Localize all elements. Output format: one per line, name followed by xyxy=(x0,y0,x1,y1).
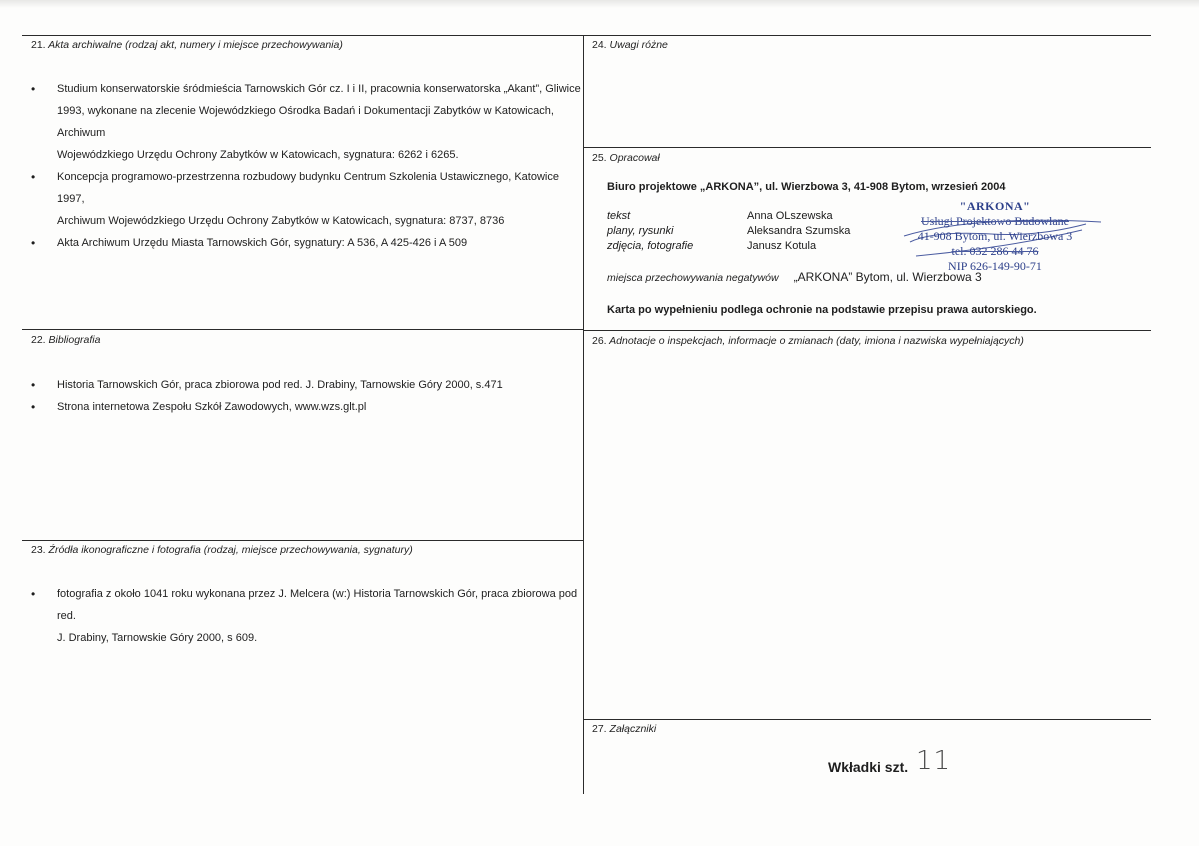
negatives-value: „ARKONA” Bytom, ul. Wierzbowa 3 xyxy=(793,270,982,284)
section-25-label xyxy=(592,152,660,164)
company-stamp xyxy=(900,199,1090,274)
section-24-number: 24. xyxy=(592,39,607,51)
section-23-label xyxy=(31,544,413,556)
design-office: Biuro projektowe „ARKONA”, ul. Wierzbowa 3, 41-908 Bytom, wrzesień 2004 xyxy=(607,181,1006,193)
top-rule xyxy=(22,35,1151,36)
section-22-number: 22. xyxy=(31,334,46,346)
inserts-label: Wkładki szt. xyxy=(828,759,909,775)
credits-list xyxy=(607,209,850,254)
credit-name: Janusz Kotula xyxy=(747,240,817,252)
rule-right-25-26 xyxy=(584,330,1151,331)
negatives-label: miejsca przechowywania negatywów xyxy=(607,272,779,284)
credit-row xyxy=(607,209,850,224)
scan-top-edge xyxy=(0,0,1199,8)
section-25-number: 25. xyxy=(592,152,607,164)
rule-left-21-22 xyxy=(22,329,584,330)
section-21-list xyxy=(30,78,582,254)
rule-right-24-25 xyxy=(584,147,1151,148)
credit-name: Aleksandra Szumska xyxy=(747,225,851,237)
section-23-list xyxy=(30,583,582,649)
list-item: • Historia Tarnowskich Gór, praca zbiorowa pod red. J. Drabiny, Tarnowskie Góry 2000, s.471 xyxy=(30,374,582,396)
credit-row xyxy=(607,239,850,254)
stamp-line: tel. 032 286 44 76 xyxy=(951,244,1039,258)
list-item: • fotografia z około 1041 roku wykonana przez J. Melcera (w:) Historia Tarnowskich Gór, praca zbiorowa pod red. J. Drabiny, Tarnowskie Góry 2000, s 609. xyxy=(30,583,582,649)
section-25-title: Opracował xyxy=(609,152,660,164)
stamp-company-name: "ARKONA" xyxy=(959,199,1031,213)
section-22-label xyxy=(31,334,100,346)
center-divider xyxy=(583,35,584,794)
section-22-title: Bibliografia xyxy=(48,334,101,346)
rule-right-26-27 xyxy=(584,719,1151,720)
section-26-title: Adnotacje o inspekcjach, informacje o zmianach (daty, imiona i nazwiska wypełniających) xyxy=(609,335,1024,347)
section-27-title: Załączniki xyxy=(609,723,657,735)
list-item: • Studium konserwatorskie śródmieścia Tarnowskich Gór cz. I i II, pracownia konserwatorska „Akant”, Gliwice 1993, wykonane na zlecenie Wojewódzkiego Ośrodka Badań i Dokumentacji Zabytków w Katowicach, Archiwum Wojewódzkiego Urzędu Ochrony Zabytków w Katowicach, sygnatura: 6262 i 6265. xyxy=(30,78,582,166)
stamp-line: 41-908 Bytom, ul. Wierzbowa 3 xyxy=(917,229,1073,243)
section-27-label xyxy=(592,723,656,735)
section-21-title: Akta archiwalne (rodzaj akt, numery i miejsce przechowywania) xyxy=(48,39,343,51)
credit-role: zdjęcia, fotografie xyxy=(607,240,694,252)
credit-row xyxy=(607,224,850,239)
section-23-title: Źródła ikonograficzne i fotografia (rodzaj, miejsce przechowywania, sygnatury) xyxy=(48,544,413,556)
section-26-number: 26. xyxy=(592,335,607,347)
section-27-number: 27. xyxy=(592,723,607,735)
section-21-number: 21. xyxy=(31,39,46,51)
section-21-label xyxy=(31,39,343,51)
copyright-note: Karta po wypełnieniu podlega ochronie na podstawie przepisu prawa autorskiego. xyxy=(607,304,1037,316)
rule-left-22-23 xyxy=(22,540,584,541)
section-22-list xyxy=(30,374,582,418)
credit-role: tekst xyxy=(607,210,631,222)
list-item: • Koncepcja programowo-przestrzenna rozbudowy budynku Centrum Szkolenia Ustawicznego, Katowice 1997, Archiwum Wojewódzkiego Urzędu Ochrony Zabytków w Katowicach, sygnatura: 8737, 8736 xyxy=(30,166,582,232)
credit-name: Anna OLszewska xyxy=(747,210,833,222)
list-item: • Strona internetowa Zespołu Szkół Zawodowych, www.wzs.glt.pl xyxy=(30,396,582,418)
stamp-line: Usługi Projektowo Budowlane xyxy=(921,214,1069,228)
section-24-title: Uwagi różne xyxy=(609,39,668,51)
section-23-number: 23. xyxy=(31,544,46,556)
section-26-label xyxy=(592,335,1024,347)
list-item: • Akta Archiwum Urzędu Miasta Tarnowskich Gór, sygnatury: A 536, A 425-426 i A 509 xyxy=(30,232,582,254)
section-24-label xyxy=(592,39,668,51)
stamp-line: NIP 626-149-90-71 xyxy=(948,259,1042,273)
inserts-count-handwritten: 11 xyxy=(916,746,952,776)
credit-role: plany, rysunki xyxy=(607,225,674,237)
